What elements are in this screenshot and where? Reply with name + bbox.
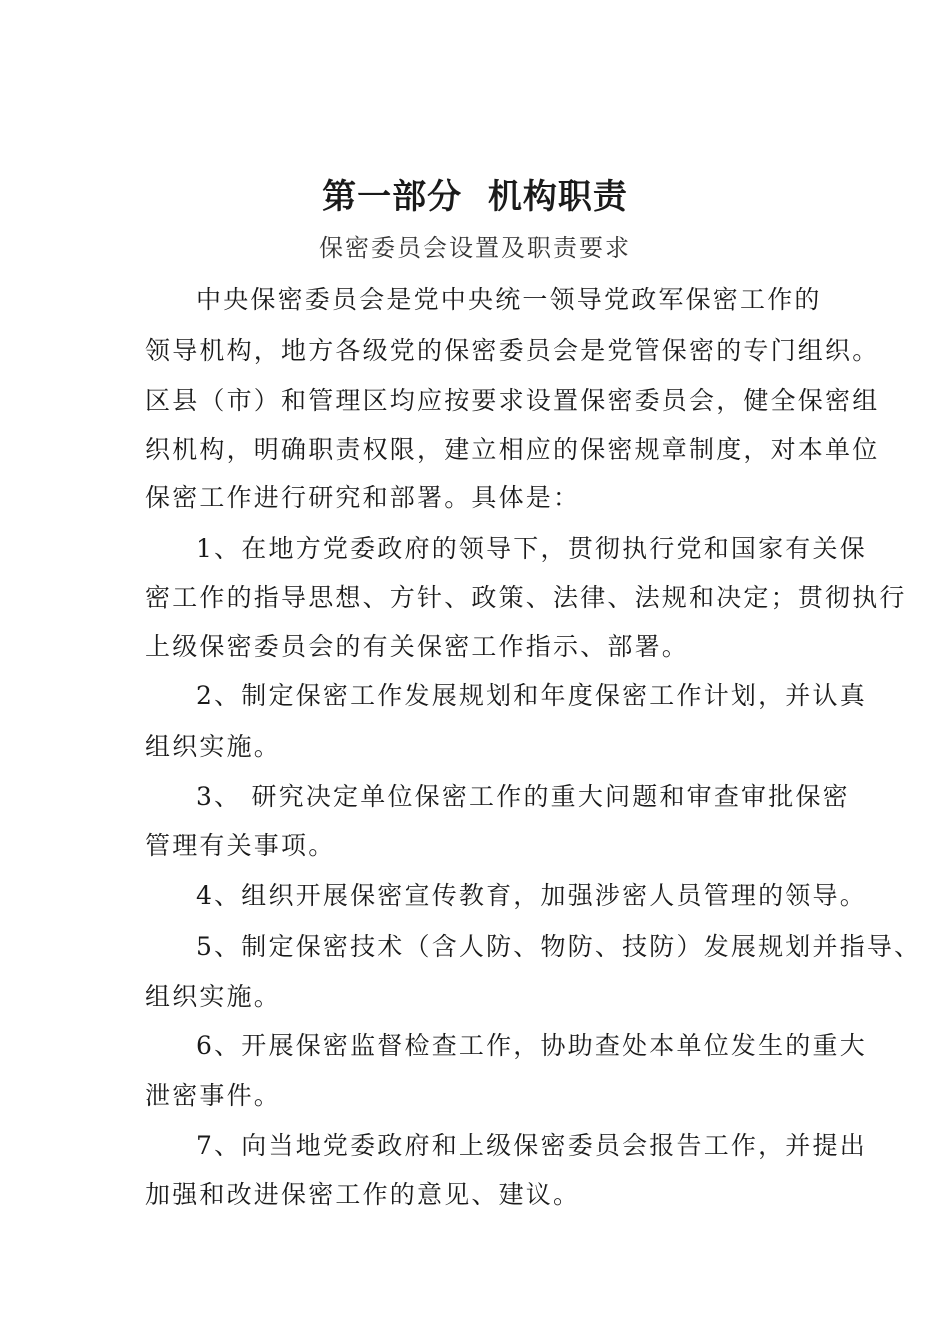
paragraph-line: 6、开展保密监督检查工作，协助查处本单位发生的重大	[196, 1031, 867, 1060]
paragraph-line: 区县（市）和管理区均应按要求设置保密委员会，健全保密组	[145, 386, 880, 415]
paragraph-line: 泄密事件。	[145, 1081, 282, 1110]
paragraph-line: 管理有关事项。	[145, 831, 336, 860]
paragraph-line: 织机构，明确职责权限，建立相应的保密规章制度，对本单位	[145, 435, 880, 464]
page-title: 第一部分 机构职责	[322, 177, 628, 217]
paragraph-line: 3、 研究决定单位保密工作的重大问题和审查审批保密	[196, 782, 850, 811]
paragraph-line: 1、在地方党委政府的领导下，贯彻执行党和国家有关保	[196, 534, 867, 563]
paragraph-line: 保密工作进行研究和部署。具体是：	[145, 483, 581, 512]
paragraph-line: 上级保密委员会的有关保密工作指示、部署。	[145, 632, 690, 661]
paragraph-line: 领导机构，地方各级党的保密委员会是党管保密的专门组织。	[145, 336, 880, 365]
paragraph-line: 2、制定保密工作发展规划和年度保密工作计划，并认真	[196, 681, 867, 710]
paragraph-line: 中央保密委员会是党中央统一领导党政军保密工作的	[196, 285, 822, 314]
paragraph-line: 加强和改进保密工作的意见、建议。	[145, 1180, 581, 1209]
page-subtitle: 保密委员会设置及职责要求	[319, 234, 631, 262]
paragraph-line: 组织实施。	[145, 982, 282, 1011]
paragraph-line: 密工作的指导思想、方针、政策、法律、法规和决定；贯彻执行	[145, 583, 907, 612]
paragraph-line: 5、制定保密技术（含人防、物防、技防）发展规划并指导、	[196, 932, 922, 961]
paragraph-line: 组织实施。	[145, 732, 282, 761]
paragraph-line: 7、向当地党委政府和上级保密委员会报告工作，并提出	[196, 1131, 867, 1160]
paragraph-line: 4、组织开展保密宣传教育，加强涉密人员管理的领导。	[196, 881, 867, 910]
